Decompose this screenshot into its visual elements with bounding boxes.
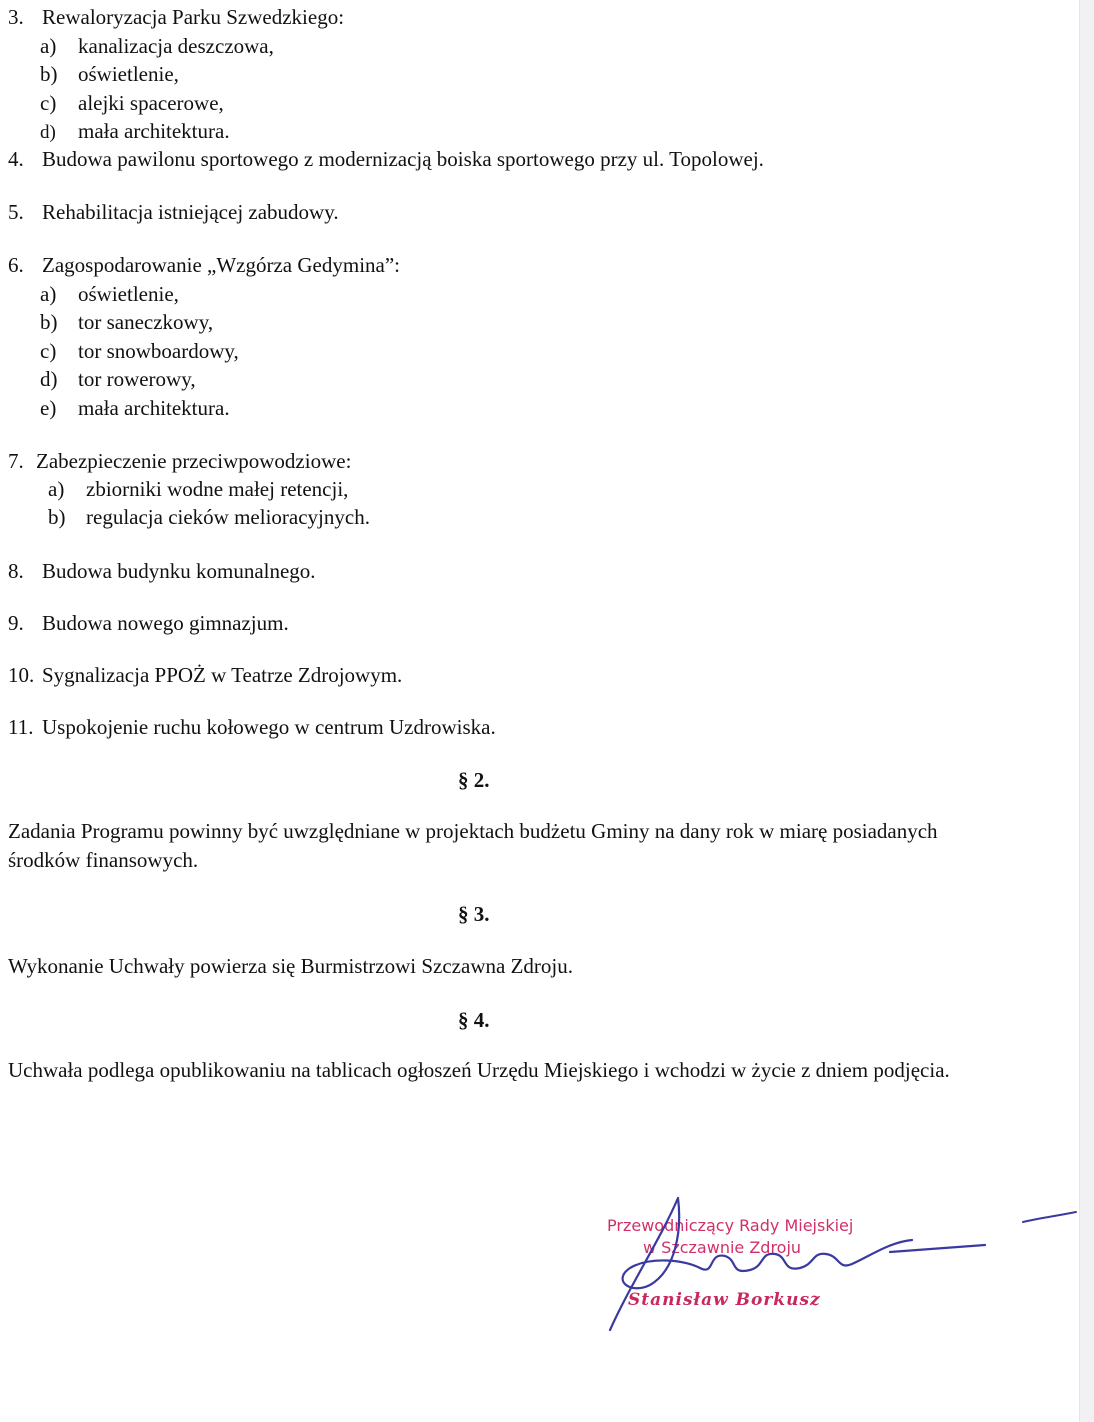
list-item-4: 4. Budowa pawilonu sportowego z modernizacją boiska sportowego przy ul. Topolowej. (8, 147, 764, 171)
signatory-name: Stanisław Borkusz (628, 1290, 821, 1310)
section-heading: § 2. (458, 768, 490, 792)
list-item-8: 8. Budowa budynku komunalnego. (8, 559, 316, 583)
sub-item: d) tor rowerowy, (40, 367, 196, 391)
list-item-7: 7. Zabezpieczenie przeciwpowodziowe: (8, 449, 352, 473)
list-item-10: 10. Sygnalizacja PPOŻ w Teatrze Zdrojowym. (8, 663, 403, 687)
sub-item: b) tor saneczkowy, (40, 310, 214, 334)
page-edge (1079, 0, 1094, 1422)
section-text: Wykonanie Uchwały powierza się Burmistrzowi Szczawna Zdroju. (8, 954, 573, 978)
sub-item: a) kanalizacja deszczowa, (40, 34, 274, 58)
section-heading: § 4. (458, 1008, 490, 1032)
section-text: Zadania Programu powinny być uwzględniane w projektach budżetu Gminy na dany rok w miarę posiadanych środków finansowych. (8, 819, 938, 872)
handwritten-signature (590, 1190, 1000, 1340)
list-item-9: 9. Budowa nowego gimnazjum. (8, 611, 289, 635)
sub-item: e) mała architektura. (40, 396, 230, 420)
stamp-title-line1: Przewodniczący Rady Miejskiej (607, 1216, 854, 1235)
sub-item: d) mała architektura. (40, 119, 230, 143)
list-item-11: 11. Uspokojenie ruchu kołowego w centrum Uzdrowiska. (8, 715, 496, 739)
list-item-3: 3. Rewaloryzacja Parku Szwedzkiego: (8, 5, 345, 29)
sub-item: c) tor snowboardowy, (40, 339, 239, 363)
sub-item: b) oświetlenie, (40, 62, 179, 86)
sub-item: b) regulacja cieków melioracyjnych. (48, 505, 370, 529)
stamp-title-line2: w Szczawnie Zdroju (643, 1238, 802, 1257)
sub-item: c) alejki spacerowe, (40, 91, 224, 115)
section-text: Uchwała podlega opublikowaniu na tablicach ogłoszeń Urzędu Miejskiego i wchodzi w życie z dniem podjęcia. (8, 1058, 950, 1082)
sub-item: a) oświetlenie, (40, 282, 179, 306)
pen-stroke (1020, 1210, 1080, 1230)
list-item-6: 6. Zagospodarowanie „Wzgórza Gedymina”: (8, 253, 401, 277)
sub-item: a) zbiorniki wodne małej retencji, (48, 477, 349, 501)
section-heading: § 3. (458, 902, 490, 926)
list-item-5: 5. Rehabilitacja istniejącej zabudowy. (8, 200, 339, 224)
